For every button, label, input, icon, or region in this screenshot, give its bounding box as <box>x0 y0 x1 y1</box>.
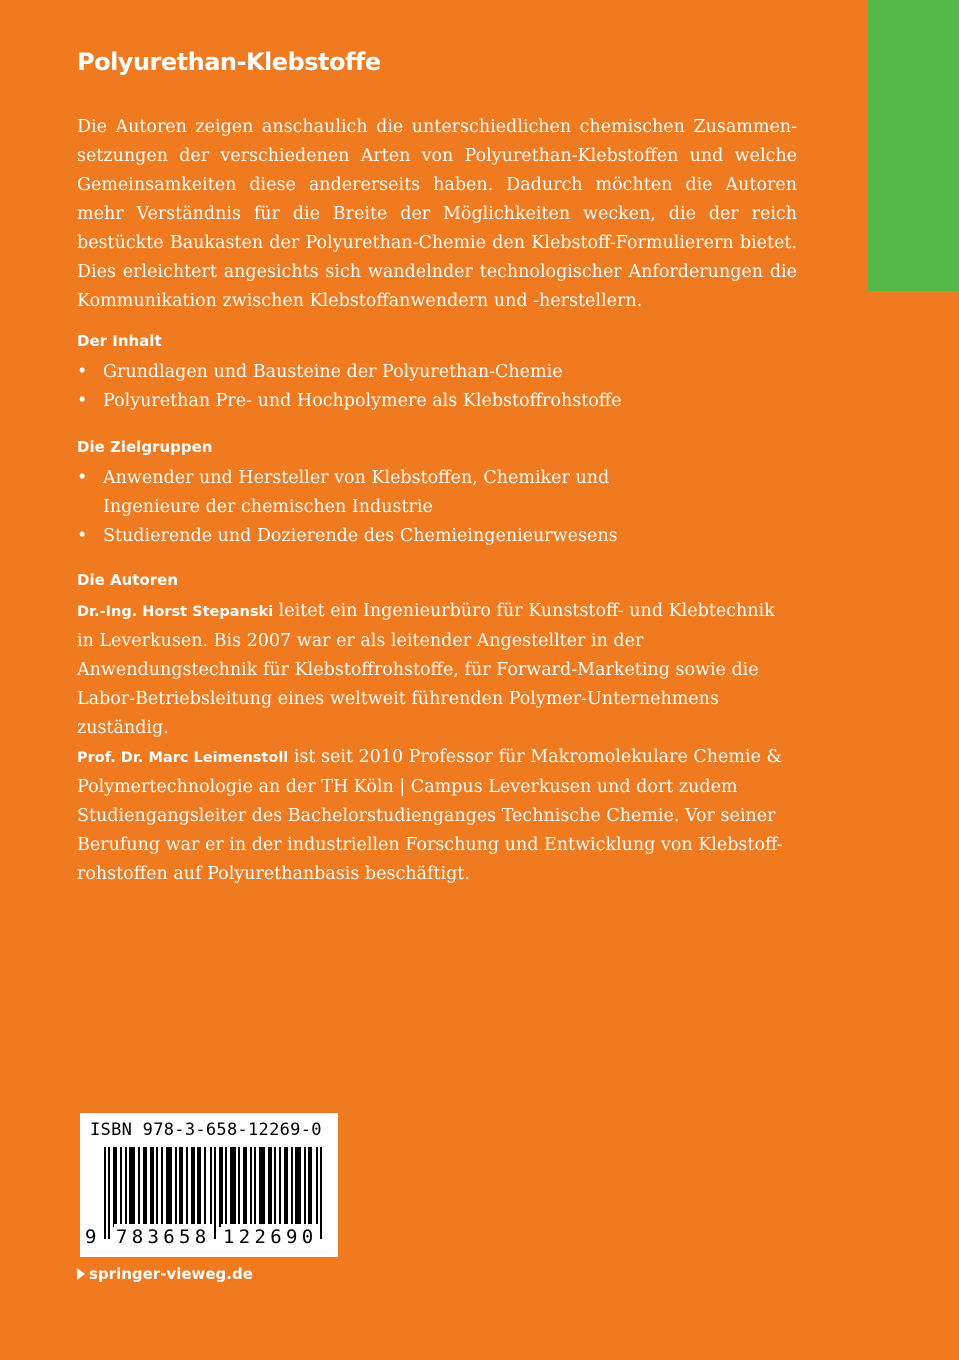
author-description: ist seit 2010 Professor für Makromolekulare Chemie & Polymertechnologie an der TH Köln | Campus Leverkusen und dort zudem Studiengangsleiter des Bachelorstudienganges Technische Chemie. Vor seiner Berufung war er in der industriellen Forschung und Entwicklung von Klebstoff-rohstoffen auf Polyurethanbasis beschäftigt. <box>77 747 783 884</box>
list-item: • Polyurethan Pre- und Hochpolymere als Klebstoffrohstoffe <box>77 387 777 416</box>
barcode-digits-left: 783658 <box>116 1226 211 1248</box>
target-groups-list <box>77 464 777 551</box>
publisher-website-link[interactable] <box>77 1265 253 1283</box>
intro-paragraph: Die Autoren zeigen anschaulich die unterschiedlichen chemischen Zusammen-setzungen der verschiedenen Arten von Polyurethan-Klebstoffen und welche Gemeinsamkeiten diese andererseits haben. Dadurch möchten die Autoren mehr Verständnis für die Breite der Möglichkeiten wecken, die der reich bestückte Baukasten der Polyurethan-Chemie den Klebstoff-Formulierern bietet. Dies erleichtert angesichts sich wandelnder technologischer Anforderungen die Kommunikation zwischen Klebstoffanwendern und -herstellern. <box>77 117 797 311</box>
website-text: springer-vieweg.de <box>89 1265 253 1283</box>
isbn-label: ISBN 978-3-658-12269-0 <box>90 1120 322 1140</box>
barcode-digits-right: 122690 <box>223 1226 318 1248</box>
author-bio <box>77 597 797 743</box>
barcode-digit: 9 <box>85 1226 101 1248</box>
authors-heading: Die Autoren <box>77 571 179 589</box>
green-color-tab <box>868 0 959 291</box>
arrow-right-icon <box>77 1268 85 1280</box>
list-item: • Grundlagen und Bausteine der Polyurethan-Chemie <box>77 358 777 387</box>
content-heading: Der Inhalt <box>77 332 162 350</box>
content-list <box>77 358 777 416</box>
authors-section <box>77 597 797 889</box>
author-bio <box>77 743 797 889</box>
author-name: Dr.-Ing. Horst Stepanski <box>77 604 274 620</box>
list-item: • Studierende und Dozierende des Chemieingenieurwesens <box>77 522 777 551</box>
target-groups-heading: Die Zielgruppen <box>77 438 213 456</box>
author-description: leitet ein Ingenieurbüro für Kunststoff- und Klebtechnik in Leverkusen. Bis 2007 war er als leitender Angestellter in der Anwendungstechnik für Klebstoffrohstoffe, für Forward-Marketing sowie die Labor-Betriebsleitung eines weltweit führenden Polymer-Unternehmens zuständig. <box>77 601 775 738</box>
author-name: Prof. Dr. Marc Leimenstoll <box>77 750 289 766</box>
book-title: Polyurethan-Klebstoffe <box>77 48 381 76</box>
isbn-barcode <box>80 1113 338 1257</box>
list-item: • Anwender und Hersteller von Klebstoffen, Chemiker und Ingenieure der chemischen Industrie <box>77 464 777 522</box>
